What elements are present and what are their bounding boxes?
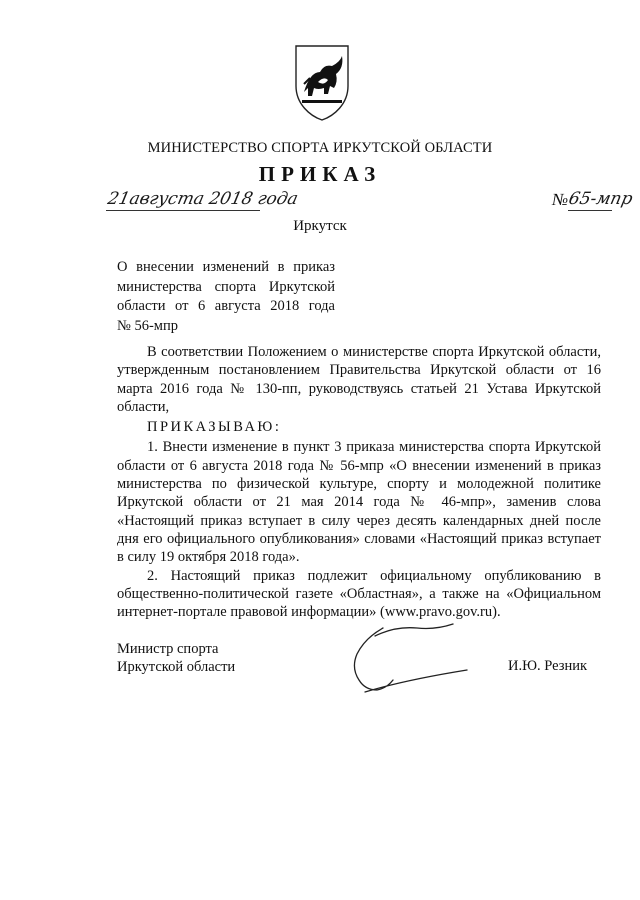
subject-line: О внесении изменений в приказ	[117, 259, 335, 275]
document-type-title: ПРИКАЗ	[258, 162, 382, 186]
signatory-title-line: Иркутской области	[117, 659, 236, 675]
date-underline	[106, 210, 260, 211]
subject-line: № 56-мпр	[117, 317, 178, 334]
number-underline	[568, 210, 612, 211]
number-prefix: №	[552, 190, 569, 209]
order-body	[117, 343, 601, 621]
city-name: Иркутск	[293, 218, 347, 234]
signatory-name: И.Ю. Резник	[508, 658, 588, 674]
handwritten-date: 21августа 2018 года	[105, 189, 300, 209]
order-subject	[117, 258, 335, 336]
handwritten-order-number: 65-мпр	[566, 189, 635, 209]
order-word: ПРИКАЗЫВАЮ:	[147, 419, 282, 436]
subject-line: области от 6 августа 2018 года	[117, 298, 335, 314]
signatory-title-line: Министр спорта	[117, 641, 219, 657]
subject-line: министерства спорта Иркутской	[117, 278, 335, 295]
preamble-paragraph: В соответствии Положением о министерстве спорта Иркутской области, утвержденным постановлением Правительства Иркутской области от 16 марта 2016 года № 130-пп, руководствуясь статьей 21 Устава Иркутской области,	[117, 344, 601, 415]
coat-of-arms-icon	[290, 42, 354, 122]
signatory-title	[117, 640, 235, 676]
handwritten-signature	[335, 620, 475, 700]
ministry-name: МИНИСТЕРСТВО СПОРТА ИРКУТСКОЙ ОБЛАСТИ	[147, 140, 493, 156]
order-item-2: 2. Настоящий приказ подлежит официальному опубликованию в общественно-политической газете «Областная», а также на «Официальном интернет-портале правовой информации» (www.pravo.gov.ru).	[117, 567, 601, 621]
order-item-1: 1. Внести изменение в пункт 3 приказа министерства спорта Иркутской области от 6 августа 2018 года № 56-мпр «О внесении изменений в приказ министерства по физической культуре, спорту и молодежной политике Иркутской области от 21 мая 2014 года № 46-мпр», заменив слова «Настоящий приказ вступает в силу через десять календарных дней после дня его официального опубликования» словами «Настоящий приказ вступает в силу 19 октября 2018 года».	[117, 439, 601, 566]
